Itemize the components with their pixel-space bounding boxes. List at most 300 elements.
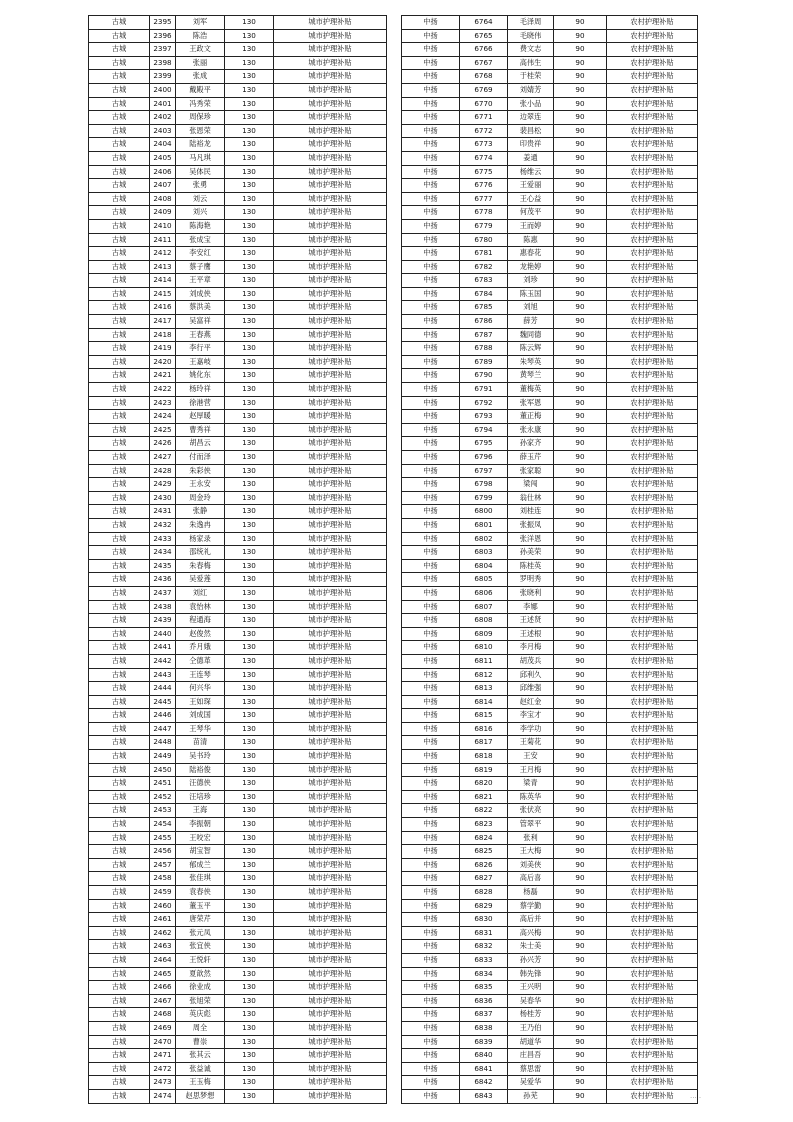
amount-cell: 130 bbox=[225, 1021, 274, 1035]
table-row bbox=[402, 70, 698, 84]
amount-cell: 90 bbox=[554, 722, 607, 736]
town-cell: 古城 bbox=[89, 124, 150, 138]
town-cell: 古城 bbox=[89, 722, 150, 736]
number-cell: 6764 bbox=[460, 16, 508, 30]
number-cell: 6830 bbox=[460, 913, 508, 927]
name-cell: 刘云 bbox=[176, 192, 225, 206]
subsidy-type-cell: 农村护理补贴 bbox=[607, 600, 698, 614]
town-cell: 古城 bbox=[89, 287, 150, 301]
subsidy-type-cell: 城市护理补贴 bbox=[274, 451, 387, 465]
name-cell: 翁仕林 bbox=[508, 491, 554, 505]
amount-cell: 130 bbox=[225, 138, 274, 152]
town-cell: 中扬 bbox=[402, 994, 460, 1008]
amount-cell: 90 bbox=[554, 994, 607, 1008]
subsidy-type-cell: 城市护理补贴 bbox=[274, 858, 387, 872]
town-cell: 古城 bbox=[89, 858, 150, 872]
subsidy-type-cell: 农村护理补贴 bbox=[607, 355, 698, 369]
table-row bbox=[402, 410, 698, 424]
number-cell: 6823 bbox=[460, 818, 508, 832]
amount-cell: 130 bbox=[225, 410, 274, 424]
subsidy-type-cell: 城市护理补贴 bbox=[274, 600, 387, 614]
table-row bbox=[402, 301, 698, 315]
amount-cell: 90 bbox=[554, 43, 607, 57]
amount-cell: 130 bbox=[225, 124, 274, 138]
number-cell: 6800 bbox=[460, 505, 508, 519]
number-cell: 6772 bbox=[460, 124, 508, 138]
name-cell: 马凡琪 bbox=[176, 151, 225, 165]
table-row bbox=[89, 858, 387, 872]
name-cell: 薛玉芹 bbox=[508, 451, 554, 465]
table-row bbox=[402, 546, 698, 560]
table-row bbox=[89, 940, 387, 954]
name-cell: 陈惠 bbox=[508, 233, 554, 247]
town-cell: 中扬 bbox=[402, 546, 460, 560]
number-cell: 2465 bbox=[150, 967, 176, 981]
town-cell: 中扬 bbox=[402, 16, 460, 30]
amount-cell: 130 bbox=[225, 573, 274, 587]
table-row bbox=[402, 464, 698, 478]
amount-cell: 90 bbox=[554, 369, 607, 383]
number-cell: 2411 bbox=[150, 233, 176, 247]
name-cell: 何茂平 bbox=[508, 206, 554, 220]
table-row bbox=[89, 695, 387, 709]
subsidy-type-cell: 城市护理补贴 bbox=[274, 750, 387, 764]
town-cell: 中扬 bbox=[402, 750, 460, 764]
subsidy-type-cell: 农村护理补贴 bbox=[607, 70, 698, 84]
amount-cell: 130 bbox=[225, 886, 274, 900]
subsidy-type-cell: 城市护理补贴 bbox=[274, 491, 387, 505]
number-cell: 2425 bbox=[150, 423, 176, 437]
name-cell: 刘红 bbox=[176, 586, 225, 600]
subsidy-type-cell: 城市护理补贴 bbox=[274, 736, 387, 750]
subsidy-type-cell: 城市护理补贴 bbox=[274, 668, 387, 682]
amount-cell: 130 bbox=[225, 165, 274, 179]
name-cell: 戴殿平 bbox=[176, 83, 225, 97]
number-cell: 2446 bbox=[150, 709, 176, 723]
table-row bbox=[89, 736, 387, 750]
name-cell: 王玉梅 bbox=[176, 1076, 225, 1090]
name-cell: 蔡子鹰 bbox=[176, 260, 225, 274]
subsidy-type-cell: 城市护理补贴 bbox=[274, 342, 387, 356]
subsidy-type-cell: 农村护理补贴 bbox=[607, 1021, 698, 1035]
town-cell: 中扬 bbox=[402, 219, 460, 233]
number-cell: 6776 bbox=[460, 179, 508, 193]
name-cell: 周全 bbox=[176, 1021, 225, 1035]
subsidy-type-cell: 城市护理补贴 bbox=[274, 641, 387, 655]
town-cell: 古城 bbox=[89, 247, 150, 261]
town-cell: 中扬 bbox=[402, 682, 460, 696]
table-row bbox=[89, 913, 387, 927]
amount-cell: 90 bbox=[554, 940, 607, 954]
town-cell: 中扬 bbox=[402, 654, 460, 668]
name-cell: 王春燕 bbox=[176, 328, 225, 342]
subsidy-type-cell: 城市护理补贴 bbox=[274, 247, 387, 261]
table-row bbox=[402, 369, 698, 383]
subsidy-type-cell: 城市护理补贴 bbox=[274, 1008, 387, 1022]
number-cell: 6812 bbox=[460, 668, 508, 682]
name-cell: 英庆彪 bbox=[176, 1008, 225, 1022]
amount-cell: 90 bbox=[554, 165, 607, 179]
amount-cell: 90 bbox=[554, 219, 607, 233]
amount-cell: 90 bbox=[554, 179, 607, 193]
name-cell: 汪德侠 bbox=[176, 777, 225, 791]
amount-cell: 90 bbox=[554, 315, 607, 329]
table-row bbox=[89, 124, 387, 138]
table-row bbox=[402, 777, 698, 791]
subsidy-type-cell: 农村护理补贴 bbox=[607, 1035, 698, 1049]
town-cell: 中扬 bbox=[402, 355, 460, 369]
subsidy-type-cell: 城市护理补贴 bbox=[274, 872, 387, 886]
name-cell: 朱士美 bbox=[508, 940, 554, 954]
name-cell: 杨磊 bbox=[508, 886, 554, 900]
number-cell: 2437 bbox=[150, 586, 176, 600]
table-row bbox=[402, 899, 698, 913]
amount-cell: 90 bbox=[554, 451, 607, 465]
amount-cell: 130 bbox=[225, 858, 274, 872]
town-cell: 古城 bbox=[89, 451, 150, 465]
number-cell: 2459 bbox=[150, 886, 176, 900]
table-row bbox=[402, 518, 698, 532]
amount-cell: 130 bbox=[225, 1089, 274, 1103]
amount-cell: 130 bbox=[225, 559, 274, 573]
amount-cell: 90 bbox=[554, 845, 607, 859]
subsidy-type-cell: 城市护理补贴 bbox=[274, 709, 387, 723]
name-cell: 张成 bbox=[176, 70, 225, 84]
town-cell: 中扬 bbox=[402, 464, 460, 478]
name-cell: 刘美侠 bbox=[508, 858, 554, 872]
town-cell: 古城 bbox=[89, 777, 150, 791]
town-cell: 中扬 bbox=[402, 845, 460, 859]
subsidy-type-cell: 城市护理补贴 bbox=[274, 396, 387, 410]
amount-cell: 90 bbox=[554, 206, 607, 220]
table-row bbox=[89, 315, 387, 329]
amount-cell: 90 bbox=[554, 233, 607, 247]
number-cell: 2409 bbox=[150, 206, 176, 220]
subsidy-type-cell: 农村护理补贴 bbox=[607, 233, 698, 247]
amount-cell: 90 bbox=[554, 1062, 607, 1076]
table-row bbox=[89, 179, 387, 193]
table-row bbox=[402, 437, 698, 451]
number-cell: 2400 bbox=[150, 83, 176, 97]
amount-cell: 90 bbox=[554, 1021, 607, 1035]
town-cell: 中扬 bbox=[402, 478, 460, 492]
town-cell: 古城 bbox=[89, 994, 150, 1008]
amount-cell: 90 bbox=[554, 287, 607, 301]
number-cell: 2470 bbox=[150, 1035, 176, 1049]
subsidy-type-cell: 城市护理补贴 bbox=[274, 151, 387, 165]
amount-cell: 130 bbox=[225, 111, 274, 125]
number-cell: 6817 bbox=[460, 736, 508, 750]
table-row bbox=[89, 274, 387, 288]
amount-cell: 130 bbox=[225, 16, 274, 30]
name-cell: 王咬宏 bbox=[176, 831, 225, 845]
amount-cell: 130 bbox=[225, 179, 274, 193]
table-row bbox=[89, 845, 387, 859]
table-row bbox=[89, 886, 387, 900]
town-cell: 中扬 bbox=[402, 179, 460, 193]
table-row bbox=[89, 56, 387, 70]
table-row bbox=[89, 967, 387, 981]
subsidy-type-cell: 农村护理补贴 bbox=[607, 192, 698, 206]
name-cell: 王如琛 bbox=[176, 695, 225, 709]
amount-cell: 130 bbox=[225, 981, 274, 995]
name-cell: 吴书玲 bbox=[176, 750, 225, 764]
name-cell: 孙美荣 bbox=[508, 546, 554, 560]
name-cell: 朱琴英 bbox=[508, 355, 554, 369]
subsidy-type-cell: 城市护理补贴 bbox=[274, 682, 387, 696]
name-cell: 王兴明 bbox=[508, 981, 554, 995]
subsidy-type-cell: 城市护理补贴 bbox=[274, 97, 387, 111]
table-row bbox=[89, 43, 387, 57]
amount-cell: 90 bbox=[554, 804, 607, 818]
number-cell: 2461 bbox=[150, 913, 176, 927]
subsidy-type-cell: 农村护理补贴 bbox=[607, 831, 698, 845]
name-cell: 朱彩侠 bbox=[176, 464, 225, 478]
amount-cell: 90 bbox=[554, 464, 607, 478]
number-cell: 6815 bbox=[460, 709, 508, 723]
table-row bbox=[89, 1089, 387, 1103]
subsidy-type-cell: 农村护理补贴 bbox=[607, 206, 698, 220]
name-cell: 张洋恩 bbox=[508, 532, 554, 546]
number-cell: 6792 bbox=[460, 396, 508, 410]
town-cell: 中扬 bbox=[402, 926, 460, 940]
subsidy-type-cell: 城市护理补贴 bbox=[274, 926, 387, 940]
subsidy-type-cell: 农村护理补贴 bbox=[607, 274, 698, 288]
table-row bbox=[402, 940, 698, 954]
subsidy-type-cell: 农村护理补贴 bbox=[607, 451, 698, 465]
amount-cell: 90 bbox=[554, 192, 607, 206]
subsidy-type-cell: 农村护理补贴 bbox=[607, 423, 698, 437]
name-cell: 陈桂英 bbox=[508, 559, 554, 573]
town-cell: 古城 bbox=[89, 43, 150, 57]
amount-cell: 90 bbox=[554, 953, 607, 967]
town-cell: 古城 bbox=[89, 926, 150, 940]
subsidy-type-cell: 城市护理补贴 bbox=[274, 953, 387, 967]
table-row bbox=[89, 165, 387, 179]
table-row bbox=[402, 614, 698, 628]
town-cell: 中扬 bbox=[402, 872, 460, 886]
table-row bbox=[89, 1062, 387, 1076]
name-cell: 王平章 bbox=[176, 274, 225, 288]
town-cell: 中扬 bbox=[402, 83, 460, 97]
town-cell: 中扬 bbox=[402, 206, 460, 220]
town-cell: 中扬 bbox=[402, 437, 460, 451]
subsidy-type-cell: 城市护理补贴 bbox=[274, 763, 387, 777]
number-cell: 6768 bbox=[460, 70, 508, 84]
number-cell: 2423 bbox=[150, 396, 176, 410]
number-cell: 6802 bbox=[460, 532, 508, 546]
number-cell: 2398 bbox=[150, 56, 176, 70]
subsidy-type-cell: 城市护理补贴 bbox=[274, 179, 387, 193]
table-row bbox=[89, 532, 387, 546]
number-cell: 6814 bbox=[460, 695, 508, 709]
amount-cell: 130 bbox=[225, 369, 274, 383]
table-row bbox=[402, 790, 698, 804]
table-row bbox=[89, 1008, 387, 1022]
number-cell: 6833 bbox=[460, 953, 508, 967]
table-row bbox=[402, 641, 698, 655]
number-cell: 6805 bbox=[460, 573, 508, 587]
table-row bbox=[402, 736, 698, 750]
town-cell: 古城 bbox=[89, 301, 150, 315]
subsidy-type-cell: 农村护理补贴 bbox=[607, 219, 698, 233]
number-cell: 2396 bbox=[150, 29, 176, 43]
subsidy-type-cell: 城市护理补贴 bbox=[274, 16, 387, 30]
amount-cell: 130 bbox=[225, 818, 274, 832]
amount-cell: 130 bbox=[225, 736, 274, 750]
town-cell: 古城 bbox=[89, 83, 150, 97]
name-cell: 刘旭 bbox=[508, 301, 554, 315]
table-row bbox=[89, 546, 387, 560]
number-cell: 2467 bbox=[150, 994, 176, 1008]
amount-cell: 90 bbox=[554, 518, 607, 532]
amount-cell: 90 bbox=[554, 97, 607, 111]
table-row bbox=[89, 342, 387, 356]
amount-cell: 130 bbox=[225, 695, 274, 709]
amount-cell: 90 bbox=[554, 29, 607, 43]
amount-cell: 130 bbox=[225, 396, 274, 410]
town-cell: 古城 bbox=[89, 831, 150, 845]
amount-cell: 130 bbox=[225, 247, 274, 261]
name-cell: 胡道华 bbox=[508, 1035, 554, 1049]
name-cell: 陈英华 bbox=[508, 790, 554, 804]
town-cell: 中扬 bbox=[402, 328, 460, 342]
subsidy-type-cell: 城市护理补贴 bbox=[274, 573, 387, 587]
town-cell: 中扬 bbox=[402, 342, 460, 356]
amount-cell: 130 bbox=[225, 233, 274, 247]
number-cell: 2453 bbox=[150, 804, 176, 818]
amount-cell: 130 bbox=[225, 423, 274, 437]
number-cell: 2449 bbox=[150, 750, 176, 764]
name-cell: 刘兴 bbox=[176, 206, 225, 220]
name-cell: 赵厚暖 bbox=[176, 410, 225, 424]
subsidy-type-cell: 农村护理补贴 bbox=[607, 151, 698, 165]
amount-cell: 130 bbox=[225, 464, 274, 478]
amount-cell: 130 bbox=[225, 70, 274, 84]
table-row bbox=[402, 138, 698, 152]
number-cell: 2403 bbox=[150, 124, 176, 138]
name-cell: 王永安 bbox=[176, 478, 225, 492]
name-cell: 付而泽 bbox=[176, 451, 225, 465]
name-cell: 张宜侠 bbox=[176, 940, 225, 954]
number-cell: 2468 bbox=[150, 1008, 176, 1022]
name-cell: 唐荣芹 bbox=[176, 913, 225, 927]
table-row bbox=[89, 899, 387, 913]
number-cell: 6774 bbox=[460, 151, 508, 165]
number-cell: 2424 bbox=[150, 410, 176, 424]
town-cell: 古城 bbox=[89, 16, 150, 30]
number-cell: 2452 bbox=[150, 790, 176, 804]
table-row bbox=[402, 83, 698, 97]
amount-cell: 90 bbox=[554, 858, 607, 872]
table-row bbox=[402, 179, 698, 193]
subsidy-type-cell: 城市护理补贴 bbox=[274, 274, 387, 288]
name-cell: 刘婧芳 bbox=[508, 83, 554, 97]
number-cell: 6841 bbox=[460, 1062, 508, 1076]
number-cell: 6766 bbox=[460, 43, 508, 57]
table-row bbox=[89, 437, 387, 451]
table-row bbox=[89, 586, 387, 600]
name-cell: 高后喜 bbox=[508, 872, 554, 886]
town-cell: 古城 bbox=[89, 654, 150, 668]
name-cell: 张元凤 bbox=[176, 926, 225, 940]
number-cell: 6837 bbox=[460, 1008, 508, 1022]
amount-cell: 90 bbox=[554, 913, 607, 927]
table-row bbox=[89, 559, 387, 573]
subsidy-type-cell: 农村护理补贴 bbox=[607, 83, 698, 97]
amount-cell: 130 bbox=[225, 383, 274, 397]
table-row bbox=[402, 722, 698, 736]
number-cell: 6822 bbox=[460, 804, 508, 818]
number-cell: 2434 bbox=[150, 546, 176, 560]
town-cell: 中扬 bbox=[402, 913, 460, 927]
number-cell: 2473 bbox=[150, 1076, 176, 1090]
amount-cell: 130 bbox=[225, 614, 274, 628]
table-row bbox=[89, 518, 387, 532]
table-row bbox=[89, 600, 387, 614]
subsidy-type-cell: 农村护理补贴 bbox=[607, 478, 698, 492]
town-cell: 古城 bbox=[89, 899, 150, 913]
name-cell: 王述贤 bbox=[508, 614, 554, 628]
name-cell: 王述根 bbox=[508, 627, 554, 641]
table-row bbox=[402, 16, 698, 30]
subsidy-type-cell: 农村护理补贴 bbox=[607, 505, 698, 519]
town-cell: 中扬 bbox=[402, 315, 460, 329]
table-row bbox=[402, 818, 698, 832]
subsidy-type-cell: 农村护理补贴 bbox=[607, 518, 698, 532]
number-cell: 6832 bbox=[460, 940, 508, 954]
table-row bbox=[402, 709, 698, 723]
town-cell: 中扬 bbox=[402, 818, 460, 832]
name-cell: 杨桂芳 bbox=[508, 1008, 554, 1022]
amount-cell: 130 bbox=[225, 1076, 274, 1090]
subsidy-type-cell: 农村护理补贴 bbox=[607, 43, 698, 57]
table-row bbox=[402, 247, 698, 261]
town-cell: 古城 bbox=[89, 219, 150, 233]
name-cell: 张军恩 bbox=[508, 396, 554, 410]
number-cell: 2401 bbox=[150, 97, 176, 111]
number-cell: 2413 bbox=[150, 260, 176, 274]
name-cell: 张伏亮 bbox=[508, 804, 554, 818]
name-cell: 蔡思雷 bbox=[508, 1062, 554, 1076]
number-cell: 6782 bbox=[460, 260, 508, 274]
number-cell: 6786 bbox=[460, 315, 508, 329]
amount-cell: 90 bbox=[554, 328, 607, 342]
amount-cell: 90 bbox=[554, 56, 607, 70]
subsidy-type-cell: 城市护理补贴 bbox=[274, 627, 387, 641]
table-row bbox=[402, 994, 698, 1008]
table-row bbox=[402, 287, 698, 301]
table-row bbox=[89, 355, 387, 369]
subsidy-type-cell: 农村护理补贴 bbox=[607, 464, 698, 478]
number-cell: 2448 bbox=[150, 736, 176, 750]
number-cell: 6813 bbox=[460, 682, 508, 696]
subsidy-type-cell: 城市护理补贴 bbox=[274, 790, 387, 804]
name-cell: 董正梅 bbox=[508, 410, 554, 424]
table-row bbox=[402, 56, 698, 70]
town-cell: 中扬 bbox=[402, 899, 460, 913]
table-row bbox=[89, 654, 387, 668]
town-cell: 古城 bbox=[89, 206, 150, 220]
name-cell: 周保珍 bbox=[176, 111, 225, 125]
town-cell: 古城 bbox=[89, 1076, 150, 1090]
table-row bbox=[402, 1062, 698, 1076]
amount-cell: 130 bbox=[225, 1008, 274, 1022]
name-cell: 高兴梅 bbox=[508, 926, 554, 940]
amount-cell: 130 bbox=[225, 274, 274, 288]
name-cell: 邱维强 bbox=[508, 682, 554, 696]
amount-cell: 130 bbox=[225, 301, 274, 315]
